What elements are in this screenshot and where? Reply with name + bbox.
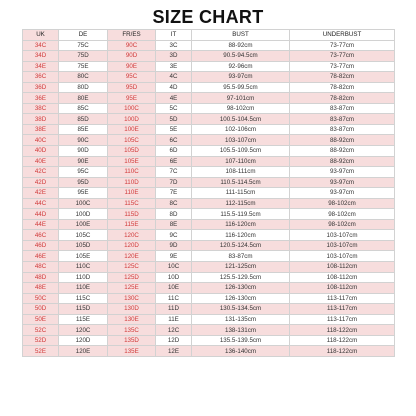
cell-it: 9D xyxy=(156,240,192,251)
cell-de: 85C xyxy=(59,103,108,114)
cell-underbust: 113-117cm xyxy=(290,293,395,304)
cell-underbust: 98-102cm xyxy=(290,209,395,220)
cell-bust: 138-131cm xyxy=(192,325,290,336)
table-row xyxy=(23,209,395,220)
page-title: SIZE CHART xyxy=(152,7,264,27)
cell-it: 7D xyxy=(156,177,192,188)
table-row xyxy=(23,40,395,51)
cell-uk: 48D xyxy=(23,272,59,283)
table-row xyxy=(23,93,395,104)
table-row xyxy=(23,325,395,336)
cell-bust: 116-120cm xyxy=(192,230,290,241)
cell-it: 10C xyxy=(156,262,192,273)
cell-underbust: 83-87cm xyxy=(290,114,395,125)
cell-it: 5D xyxy=(156,114,192,125)
cell-de: 75C xyxy=(59,40,108,51)
cell-it: 6E xyxy=(156,156,192,167)
cell-uk: 40D xyxy=(23,146,59,157)
cell-fr-es: 100E xyxy=(108,124,156,135)
cell-de: 105E xyxy=(59,251,108,262)
cell-bust: 88-92cm xyxy=(192,40,290,51)
header-fr-es: FR/ES xyxy=(108,30,156,41)
cell-bust: 103-107cm xyxy=(192,135,290,146)
header-it: IT xyxy=(156,30,192,41)
cell-uk: 38E xyxy=(23,124,59,135)
cell-it: 3E xyxy=(156,61,192,72)
cell-underbust: 78-82cm xyxy=(290,82,395,93)
cell-uk: 40E xyxy=(23,156,59,167)
cell-fr-es: 130C xyxy=(108,293,156,304)
cell-fr-es: 110E xyxy=(108,188,156,199)
table-row xyxy=(23,304,395,315)
table-row xyxy=(23,167,395,178)
cell-fr-es: 105D xyxy=(108,146,156,157)
cell-underbust: 78-82cm xyxy=(290,93,395,104)
cell-bust: 131-135cm xyxy=(192,314,290,325)
cell-it: 11E xyxy=(156,314,192,325)
cell-uk: 52C xyxy=(23,325,59,336)
cell-uk: 44D xyxy=(23,209,59,220)
cell-uk: 36D xyxy=(23,82,59,93)
cell-underbust: 93-97cm xyxy=(290,167,395,178)
cell-fr-es: 115D xyxy=(108,209,156,220)
cell-bust: 102-106cm xyxy=(192,124,290,135)
cell-fr-es: 130D xyxy=(108,304,156,315)
cell-bust: 90.5-94.5cm xyxy=(192,51,290,62)
cell-underbust: 118-122cm xyxy=(290,346,395,357)
cell-bust: 136-140cm xyxy=(192,346,290,357)
cell-fr-es: 120C xyxy=(108,230,156,241)
cell-de: 115C xyxy=(59,293,108,304)
cell-it: 4E xyxy=(156,93,192,104)
cell-fr-es: 120D xyxy=(108,240,156,251)
cell-fr-es: 110C xyxy=(108,167,156,178)
table-row xyxy=(23,335,395,346)
table-row xyxy=(23,251,395,262)
cell-uk: 34D xyxy=(23,51,59,62)
table-row xyxy=(23,240,395,251)
cell-uk: 44E xyxy=(23,219,59,230)
cell-de: 100E xyxy=(59,219,108,230)
cell-bust: 100.5-104.5cm xyxy=(192,114,290,125)
cell-it: 7C xyxy=(156,167,192,178)
cell-it: 12E xyxy=(156,346,192,357)
cell-fr-es: 115E xyxy=(108,219,156,230)
cell-fr-es: 135D xyxy=(108,335,156,346)
table-row xyxy=(23,177,395,188)
cell-de: 115D xyxy=(59,304,108,315)
cell-de: 105D xyxy=(59,240,108,251)
cell-underbust: 118-122cm xyxy=(290,335,395,346)
table-row xyxy=(23,51,395,62)
cell-de: 90D xyxy=(59,146,108,157)
table-row xyxy=(23,135,395,146)
cell-uk: 52E xyxy=(23,346,59,357)
cell-uk: 42D xyxy=(23,177,59,188)
table-row xyxy=(23,272,395,283)
cell-fr-es: 115C xyxy=(108,198,156,209)
cell-it: 4C xyxy=(156,72,192,83)
cell-de: 75D xyxy=(59,51,108,62)
cell-bust: 92-96cm xyxy=(192,61,290,72)
cell-underbust: 88-92cm xyxy=(290,135,395,146)
cell-fr-es: 95E xyxy=(108,93,156,104)
cell-bust: 97-101cm xyxy=(192,93,290,104)
cell-de: 110C xyxy=(59,262,108,273)
table-row xyxy=(23,103,395,114)
cell-uk: 48C xyxy=(23,262,59,273)
cell-underbust: 108-112cm xyxy=(290,272,395,283)
size-table xyxy=(22,29,395,357)
cell-underbust: 98-102cm xyxy=(290,219,395,230)
cell-underbust: 103-107cm xyxy=(290,230,395,241)
cell-it: 5C xyxy=(156,103,192,114)
table-row xyxy=(23,82,395,93)
cell-underbust: 78-82cm xyxy=(290,72,395,83)
table-row xyxy=(23,124,395,135)
cell-de: 120E xyxy=(59,346,108,357)
cell-uk: 50C xyxy=(23,293,59,304)
cell-uk: 46E xyxy=(23,251,59,262)
cell-it: 9C xyxy=(156,230,192,241)
cell-fr-es: 135E xyxy=(108,346,156,357)
cell-bust: 105.5-109.5cm xyxy=(192,146,290,157)
cell-bust: 95.5-99.5cm xyxy=(192,82,290,93)
cell-bust: 120.5-124.5cm xyxy=(192,240,290,251)
cell-uk: 34C xyxy=(23,40,59,51)
cell-underbust: 103-107cm xyxy=(290,251,395,262)
cell-de: 95E xyxy=(59,188,108,199)
cell-fr-es: 100C xyxy=(108,103,156,114)
table-row xyxy=(23,198,395,209)
cell-uk: 42E xyxy=(23,188,59,199)
cell-it: 10E xyxy=(156,283,192,294)
cell-fr-es: 105C xyxy=(108,135,156,146)
cell-de: 85D xyxy=(59,114,108,125)
cell-bust: 126-130cm xyxy=(192,293,290,304)
cell-it: 4D xyxy=(156,82,192,93)
cell-uk: 46C xyxy=(23,230,59,241)
cell-bust: 125.5-129.5cm xyxy=(192,272,290,283)
cell-de: 80C xyxy=(59,72,108,83)
cell-de: 85E xyxy=(59,124,108,135)
cell-fr-es: 110D xyxy=(108,177,156,188)
header-underbust: UNDERBUST xyxy=(290,30,395,41)
cell-it: 11C xyxy=(156,293,192,304)
cell-uk: 44C xyxy=(23,198,59,209)
cell-uk: 50E xyxy=(23,314,59,325)
cell-fr-es: 125C xyxy=(108,262,156,273)
cell-de: 75E xyxy=(59,61,108,72)
cell-fr-es: 90C xyxy=(108,40,156,51)
table-row xyxy=(23,230,395,241)
cell-underbust: 98-102cm xyxy=(290,198,395,209)
cell-uk: 36C xyxy=(23,72,59,83)
cell-fr-es: 95D xyxy=(108,82,156,93)
cell-it: 3C xyxy=(156,40,192,51)
cell-fr-es: 125D xyxy=(108,272,156,283)
cell-fr-es: 130E xyxy=(108,314,156,325)
table-row xyxy=(23,114,395,125)
cell-underbust: 83-87cm xyxy=(290,103,395,114)
cell-underbust: 108-112cm xyxy=(290,262,395,273)
cell-underbust: 88-92cm xyxy=(290,156,395,167)
cell-de: 80E xyxy=(59,93,108,104)
cell-fr-es: 100D xyxy=(108,114,156,125)
cell-bust: 130.5-134.5cm xyxy=(192,304,290,315)
cell-de: 105C xyxy=(59,230,108,241)
cell-bust: 108-111cm xyxy=(192,167,290,178)
table-row xyxy=(23,314,395,325)
cell-bust: 110.5-114.5cm xyxy=(192,177,290,188)
table-row xyxy=(23,188,395,199)
cell-it: 12C xyxy=(156,325,192,336)
cell-it: 6D xyxy=(156,146,192,157)
table-row xyxy=(23,346,395,357)
cell-underbust: 118-122cm xyxy=(290,325,395,336)
cell-it: 10D xyxy=(156,272,192,283)
cell-bust: 115.5-119.5cm xyxy=(192,209,290,220)
table-header-row xyxy=(23,30,395,41)
cell-bust: 98-102cm xyxy=(192,103,290,114)
cell-it: 12D xyxy=(156,335,192,346)
cell-bust: 121-125cm xyxy=(192,262,290,273)
cell-underbust: 113-117cm xyxy=(290,314,395,325)
cell-de: 95D xyxy=(59,177,108,188)
cell-it: 5E xyxy=(156,124,192,135)
cell-underbust: 83-87cm xyxy=(290,124,395,135)
cell-de: 120D xyxy=(59,335,108,346)
cell-bust: 111-115cm xyxy=(192,188,290,199)
cell-underbust: 113-117cm xyxy=(290,304,395,315)
cell-uk: 50D xyxy=(23,304,59,315)
cell-fr-es: 90E xyxy=(108,61,156,72)
cell-it: 11D xyxy=(156,304,192,315)
table-body xyxy=(23,40,395,356)
table-row xyxy=(23,283,395,294)
cell-de: 95C xyxy=(59,167,108,178)
cell-fr-es: 105E xyxy=(108,156,156,167)
cell-de: 100D xyxy=(59,209,108,220)
header-uk: UK xyxy=(23,30,59,41)
cell-underbust: 73-77cm xyxy=(290,40,395,51)
cell-it: 8C xyxy=(156,198,192,209)
table-row xyxy=(23,293,395,304)
cell-underbust: 108-112cm xyxy=(290,283,395,294)
cell-uk: 52D xyxy=(23,335,59,346)
cell-de: 90C xyxy=(59,135,108,146)
cell-de: 90E xyxy=(59,156,108,167)
cell-uk: 48E xyxy=(23,283,59,294)
cell-it: 7E xyxy=(156,188,192,199)
cell-fr-es: 95C xyxy=(108,72,156,83)
cell-uk: 38D xyxy=(23,114,59,125)
cell-uk: 40C xyxy=(23,135,59,146)
cell-underbust: 73-77cm xyxy=(290,51,395,62)
table-row xyxy=(23,61,395,72)
cell-de: 115E xyxy=(59,314,108,325)
cell-fr-es: 90D xyxy=(108,51,156,62)
cell-underbust: 103-107cm xyxy=(290,240,395,251)
cell-de: 110D xyxy=(59,272,108,283)
cell-fr-es: 135C xyxy=(108,325,156,336)
cell-it: 8D xyxy=(156,209,192,220)
cell-de: 100C xyxy=(59,198,108,209)
header-bust: BUST xyxy=(192,30,290,41)
cell-underbust: 73-77cm xyxy=(290,61,395,72)
cell-uk: 38C xyxy=(23,103,59,114)
cell-bust: 83-87cm xyxy=(192,251,290,262)
header-de: DE xyxy=(59,30,108,41)
cell-bust: 93-97cm xyxy=(192,72,290,83)
cell-fr-es: 120E xyxy=(108,251,156,262)
cell-de: 110E xyxy=(59,283,108,294)
cell-de: 120C xyxy=(59,325,108,336)
cell-it: 8E xyxy=(156,219,192,230)
cell-uk: 36E xyxy=(23,93,59,104)
cell-bust: 112-115cm xyxy=(192,198,290,209)
cell-it: 3D xyxy=(156,51,192,62)
table-row xyxy=(23,219,395,230)
cell-bust: 135.5-139.5cm xyxy=(192,335,290,346)
table-row xyxy=(23,72,395,83)
cell-fr-es: 125E xyxy=(108,283,156,294)
cell-underbust: 88-92cm xyxy=(290,146,395,157)
cell-bust: 116-120cm xyxy=(192,219,290,230)
cell-bust: 126-130cm xyxy=(192,283,290,294)
cell-uk: 46D xyxy=(23,240,59,251)
table-row xyxy=(23,146,395,157)
cell-underbust: 93-97cm xyxy=(290,188,395,199)
cell-underbust: 93-97cm xyxy=(290,177,395,188)
table-row xyxy=(23,156,395,167)
table-row xyxy=(23,262,395,273)
cell-uk: 34E xyxy=(23,61,59,72)
cell-it: 9E xyxy=(156,251,192,262)
cell-de: 80D xyxy=(59,82,108,93)
cell-it: 6C xyxy=(156,135,192,146)
cell-bust: 107-110cm xyxy=(192,156,290,167)
cell-uk: 42C xyxy=(23,167,59,178)
